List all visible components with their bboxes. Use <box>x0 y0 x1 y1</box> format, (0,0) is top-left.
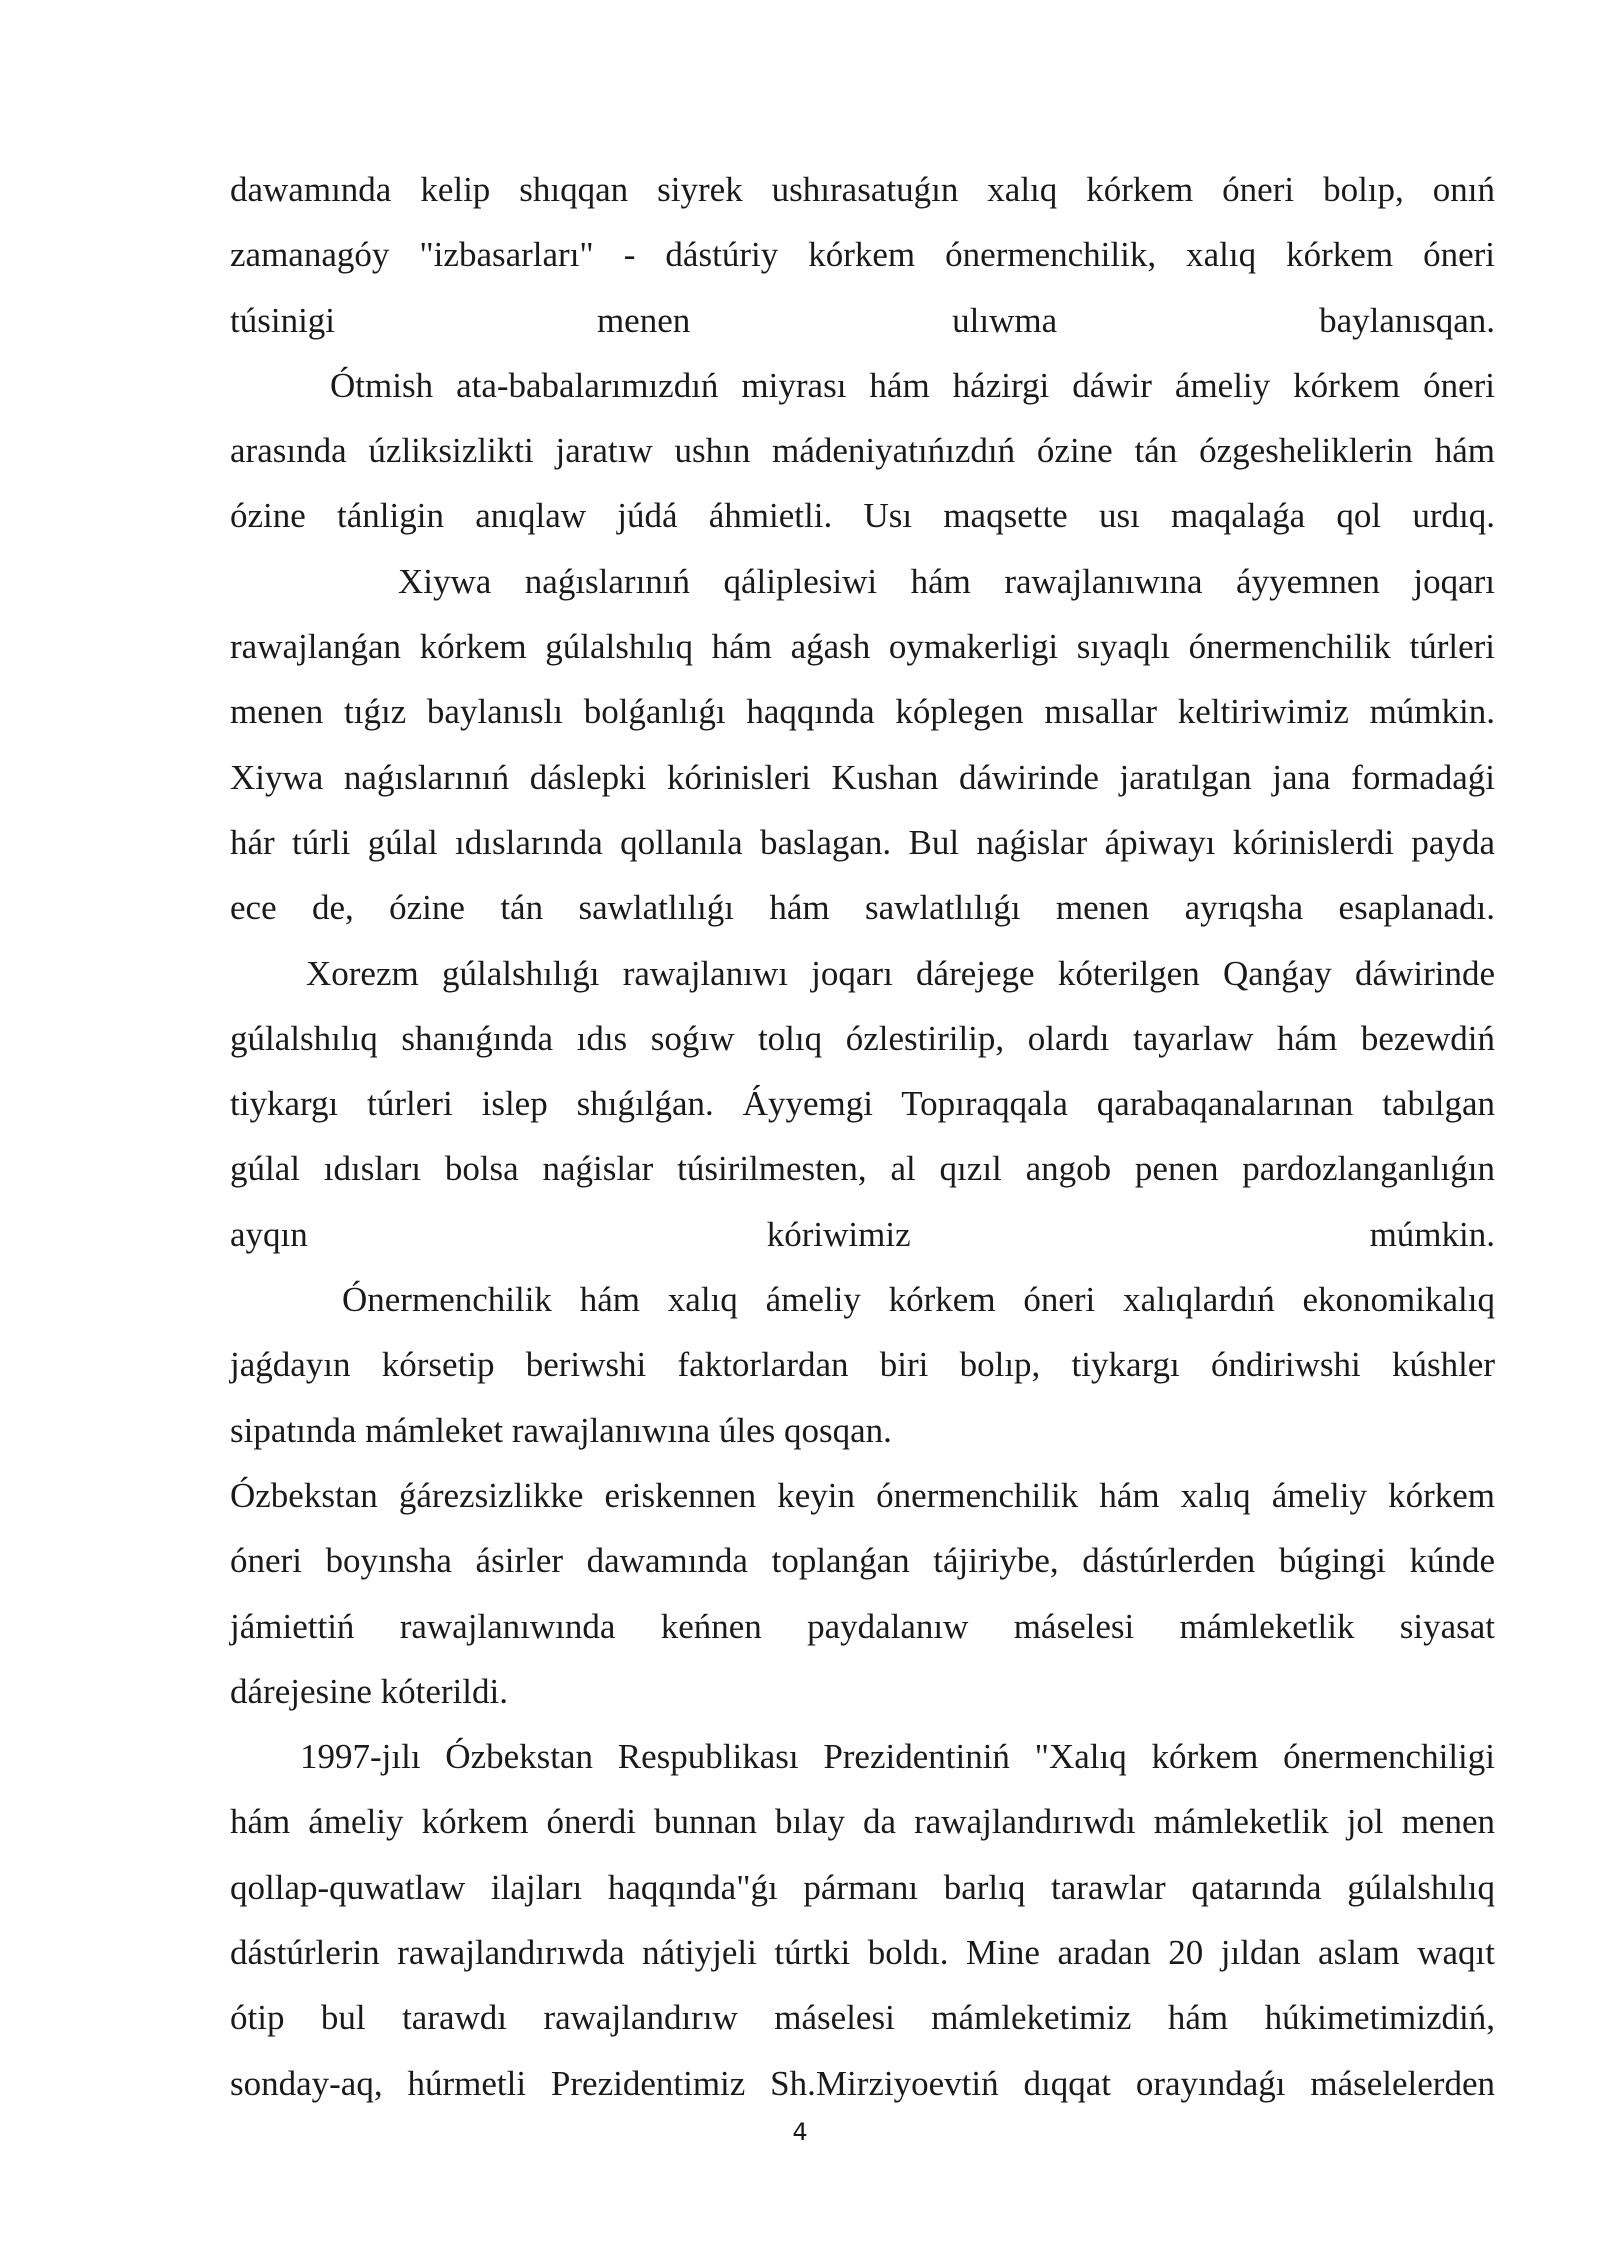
text-line: ece de, ózine tán sawlatlılıǵı hám sawlatlılıǵı menen ayrıqsha esaplanadı. <box>230 888 1495 928</box>
text-line: sipatında mámleket rawajlanıwına úles qosqan. <box>230 1410 892 1450</box>
text-line: jámiettiń rawajlanıwında keńnen paydalanıw máselesi mámleketlik siyasat <box>230 1606 1495 1646</box>
text-line: jaǵdayın kórsetip beriwshi faktorlardan biri bolıp, tiykargı óndiriwshi kúshler <box>230 1345 1495 1385</box>
text-line: Ózbekstan ǵárezsizlikke eriskennen keyin ónermenchilik hám xalıq ámeliy kórkem <box>230 1475 1495 1515</box>
text-line: hám ámeliy kórkem ónerdi bunnan bılay da rawajlandırıwdı mámleketlik jol menen <box>230 1802 1495 1842</box>
text-line: ayqın kóriwimiz múmkin. <box>230 1214 1495 1254</box>
text-line: dástúrlerin rawajlandırıwda nátiyjeli túrtki boldı. Mine aradan 20 jıldan aslam waqıt <box>230 1933 1495 1973</box>
text-line: dárejesine kóterildi. <box>230 1671 508 1711</box>
text-line: túsinigi menen ulıwma baylanısqan. <box>230 300 1495 340</box>
text-line: zamanagóy "izbasarları" - dástúriy kórkem ónermenchilik, xalıq kórkem óneri <box>230 235 1495 275</box>
text-line: dawamında kelip shıqqan siyrek ushırasatuǵın xalıq kórkem óneri bolıp, onıń <box>230 170 1495 209</box>
text-line: gúlalshılıq shanıǵında ıdıs soǵıw tolıq ózlestirilip, olardı tayarlaw hám bezewdiń <box>230 1018 1495 1058</box>
text-line: Ónermenchilik hám xalıq ámeliy kórkem óneri xalıqlardıń ekonomikalıq <box>342 1280 1495 1320</box>
text-line: Xiywa naǵıslarınıń dáslepki kórinisleri Kushan dáwirinde jaratılgan jana formadaǵi <box>230 757 1495 797</box>
text-line: Xorezm gúlalshılıǵı rawajlanıwı joqarı dárejege kóterilgen Qanǵay dáwirinde <box>306 953 1495 993</box>
text-line: menen tıǵız baylanıslı bolǵanlıǵı haqqında kóplegen mısallar keltiriwimiz múmkin. <box>230 692 1495 732</box>
text-line: arasında úzliksizlikti jaratıw ushın mádeniyatıńızdıń ózine tán ózgesheliklerin hám <box>230 431 1495 471</box>
text-line: ótip bul tarawdı rawajlandırıw máselesi mámleketimiz hám húkimetimizdiń, <box>230 1998 1495 2038</box>
text-line: rawajlanǵan kórkem gúlalshılıq hám aǵash oymakerligi sıyaqlı ónermenchilik túrleri <box>230 627 1495 667</box>
text-line: Xiywa naǵıslarınıń qáliplesiwi hám rawajlanıwına áyyemnen joqarı <box>398 561 1495 601</box>
text-line: qollap-quwatlaw ilajları haqqında"ǵı pármanı barlıq tarawlar qatarında gúlalshılıq <box>230 1867 1495 1907</box>
text-line: óneri boyınsha ásirler dawamında toplanǵan tájiriybe, dástúrlerden búgingi kúnde <box>230 1541 1495 1581</box>
text-line: 1997-jılı Ózbekstan Respublikası Prezidentiniń "Xalıq kórkem ónermenchiligi <box>300 1737 1495 1777</box>
page-number: 4 <box>792 2118 808 2146</box>
document-body <box>230 157 1495 2116</box>
text-line: hár túrli gúlal ıdıslarında qollanıla baslagan. Bul naǵislar ápiwayı kórinislerdi payda <box>230 822 1495 862</box>
text-line: ózine tánligin anıqlaw júdá áhmietli. Usı maqsette usı maqalaǵa qol urdıq. <box>230 496 1495 536</box>
text-line: Ótmish ata-babalarımızdıń miyrası hám házirgi dáwir ámeliy kórkem óneri <box>330 365 1495 405</box>
text-line: tiykargı túrleri islep shıǵılǵan. Áyyemgi Topıraqqala qarabaqanalarınan tabılgan <box>230 1084 1495 1124</box>
text-line: gúlal ıdısları bolsa naǵislar túsirilmesten, al qızıl angob penen pardozlanganlıǵın <box>230 1149 1495 1189</box>
text-line: sonday-aq, húrmetli Prezidentimiz Sh.Mirziyoevtiń dıqqat orayındaǵı máselelerden <box>230 2063 1495 2103</box>
